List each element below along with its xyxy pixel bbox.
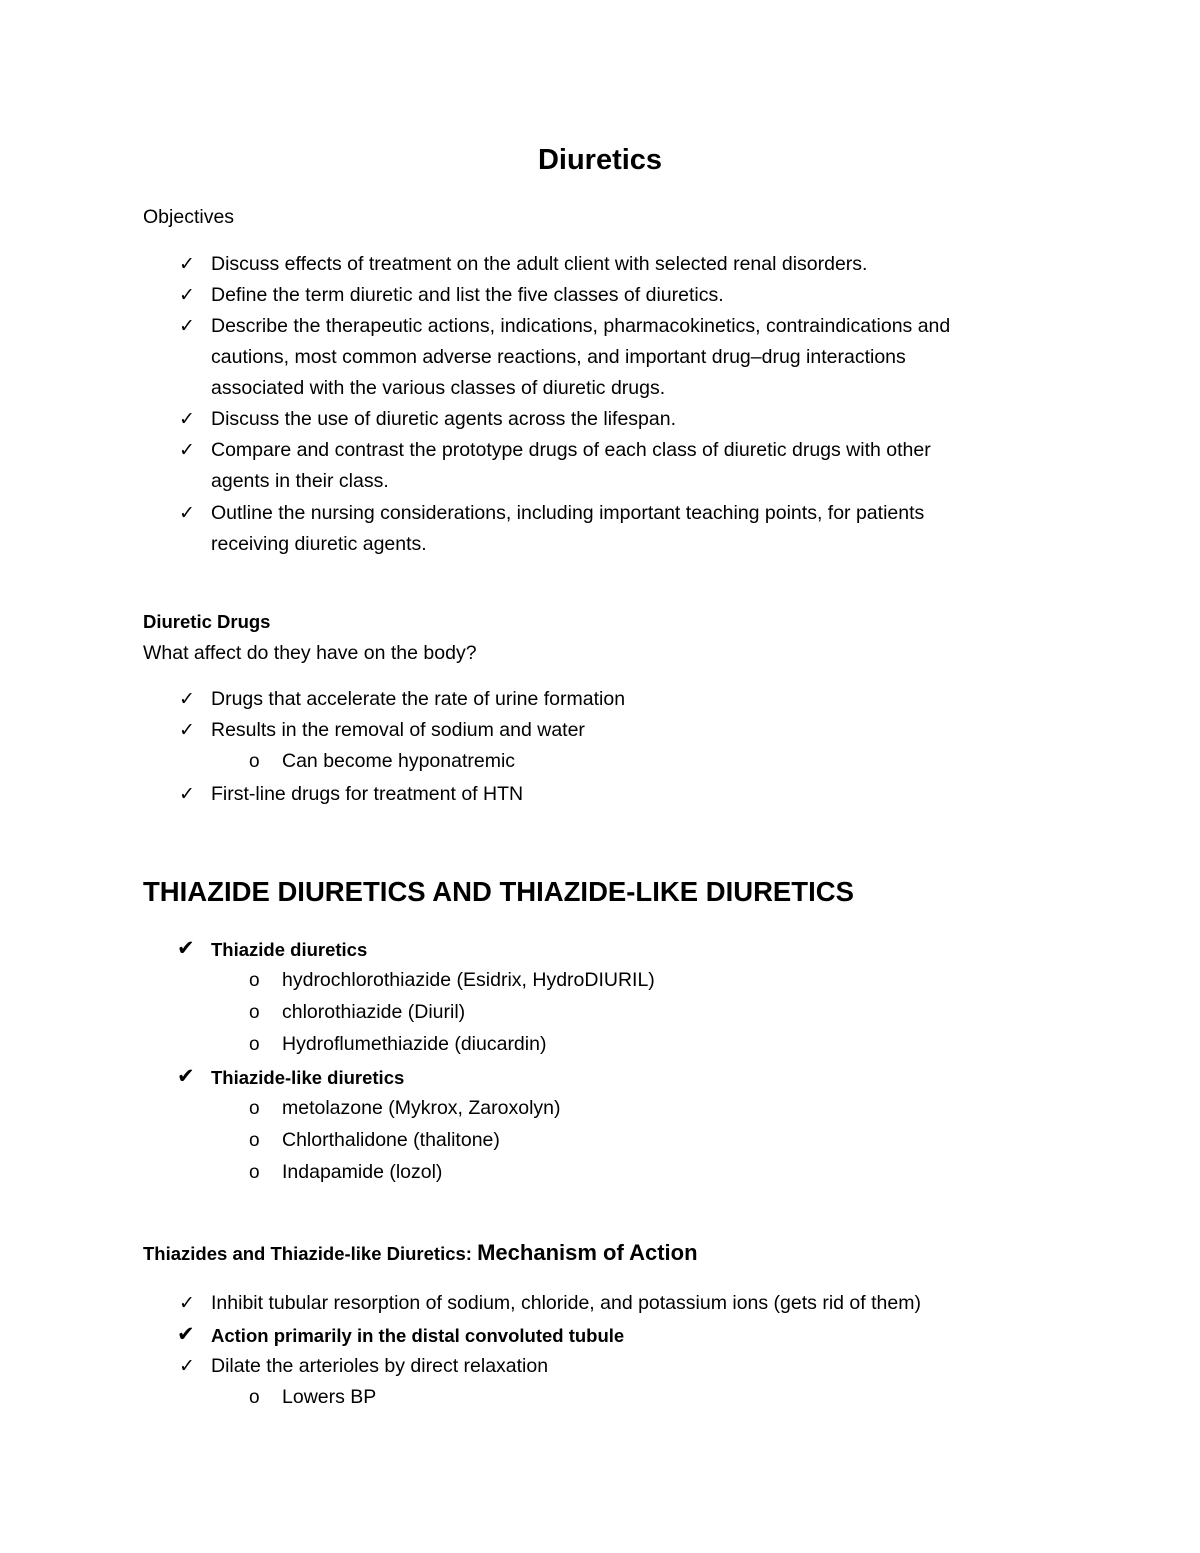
- drug-item: Indapamide (lozol): [282, 1161, 443, 1183]
- list-item-line: Outline the nursing considerations, including important teaching points, for patients: [211, 502, 925, 524]
- check-icon: ✓: [179, 409, 195, 430]
- section-title: THIAZIDE DIURETICS AND THIAZIDE-LIKE DIURETICS: [143, 876, 854, 907]
- moa-heading: [143, 1240, 698, 1266]
- list-item: Dilate the arterioles by direct relaxation: [211, 1355, 549, 1377]
- check-icon: ✔: [177, 937, 195, 960]
- circle-bullet-icon: o: [249, 1387, 260, 1408]
- list-item-line: receiving diuretic agents.: [211, 533, 427, 555]
- sub-list-item: Can become hyponatremic: [282, 750, 516, 772]
- section-heading: Diuretic Drugs: [143, 611, 271, 632]
- check-icon: ✓: [179, 784, 195, 805]
- list-item: Results in the removal of sodium and water: [211, 719, 585, 741]
- group-label: Thiazide diuretics: [211, 939, 368, 960]
- circle-bullet-icon: o: [249, 1098, 260, 1119]
- check-icon: ✓: [179, 1356, 195, 1377]
- drug-item: Chlorthalidone (thalitone): [282, 1129, 500, 1151]
- check-icon: ✓: [179, 440, 195, 461]
- sub-list-item: Lowers BP: [282, 1386, 377, 1408]
- circle-bullet-icon: o: [249, 751, 260, 772]
- group-label: Thiazide-like diuretics: [211, 1067, 405, 1088]
- list-item-line: Describe the therapeutic actions, indications, pharmacokinetics, contraindications and: [211, 315, 951, 337]
- list-item-line: agents in their class.: [211, 470, 389, 492]
- section-question: What affect do they have on the body?: [143, 642, 477, 664]
- objectives-label: Objectives: [143, 206, 235, 228]
- circle-bullet-icon: o: [249, 1162, 260, 1183]
- check-icon: ✓: [179, 503, 195, 524]
- check-icon: ✔: [177, 1323, 195, 1346]
- list-item: Drugs that accelerate the rate of urine formation: [211, 688, 626, 710]
- drug-item: metolazone (Mykrox, Zaroxolyn): [282, 1097, 561, 1119]
- drug-item: Hydroflumethiazide (diucardin): [282, 1033, 547, 1055]
- moa-heading-suffix: Mechanism of Action: [477, 1240, 698, 1265]
- check-icon: ✓: [179, 316, 195, 337]
- list-item: Discuss effects of treatment on the adult client with selected renal disorders.: [211, 253, 868, 275]
- circle-bullet-icon: o: [249, 1002, 260, 1023]
- circle-bullet-icon: o: [249, 1130, 260, 1151]
- list-item-line: Compare and contrast the prototype drugs of each class of diuretic drugs with other: [211, 439, 931, 461]
- list-item: Action primarily in the distal convoluted tubule: [211, 1325, 625, 1346]
- list-item: Define the term diuretic and list the five classes of diuretics.: [211, 284, 724, 306]
- moa-heading-prefix: Thiazides and Thiazide-like Diuretics:: [143, 1243, 478, 1264]
- check-icon: ✓: [179, 1293, 195, 1314]
- check-icon: ✔: [177, 1065, 195, 1088]
- check-icon: ✓: [179, 254, 195, 275]
- list-item: First-line drugs for treatment of HTN: [211, 783, 524, 805]
- check-icon: ✓: [179, 689, 195, 710]
- page-title: Diuretics: [537, 144, 663, 176]
- list-item-line: cautions, most common adverse reactions, and important drug–drug interactions: [211, 346, 906, 368]
- drug-item: hydrochlorothiazide (Esidrix, HydroDIURIL): [282, 969, 655, 991]
- list-item-line: associated with the various classes of diuretic drugs.: [211, 377, 666, 399]
- drug-item: chlorothiazide (Diuril): [282, 1001, 466, 1023]
- circle-bullet-icon: o: [249, 1034, 260, 1055]
- circle-bullet-icon: o: [249, 970, 260, 991]
- list-item: Discuss the use of diuretic agents across the lifespan.: [211, 408, 676, 430]
- check-icon: ✓: [179, 285, 195, 306]
- check-icon: ✓: [179, 720, 195, 741]
- list-item: Inhibit tubular resorption of sodium, chloride, and potassium ions (gets rid of them): [211, 1292, 921, 1314]
